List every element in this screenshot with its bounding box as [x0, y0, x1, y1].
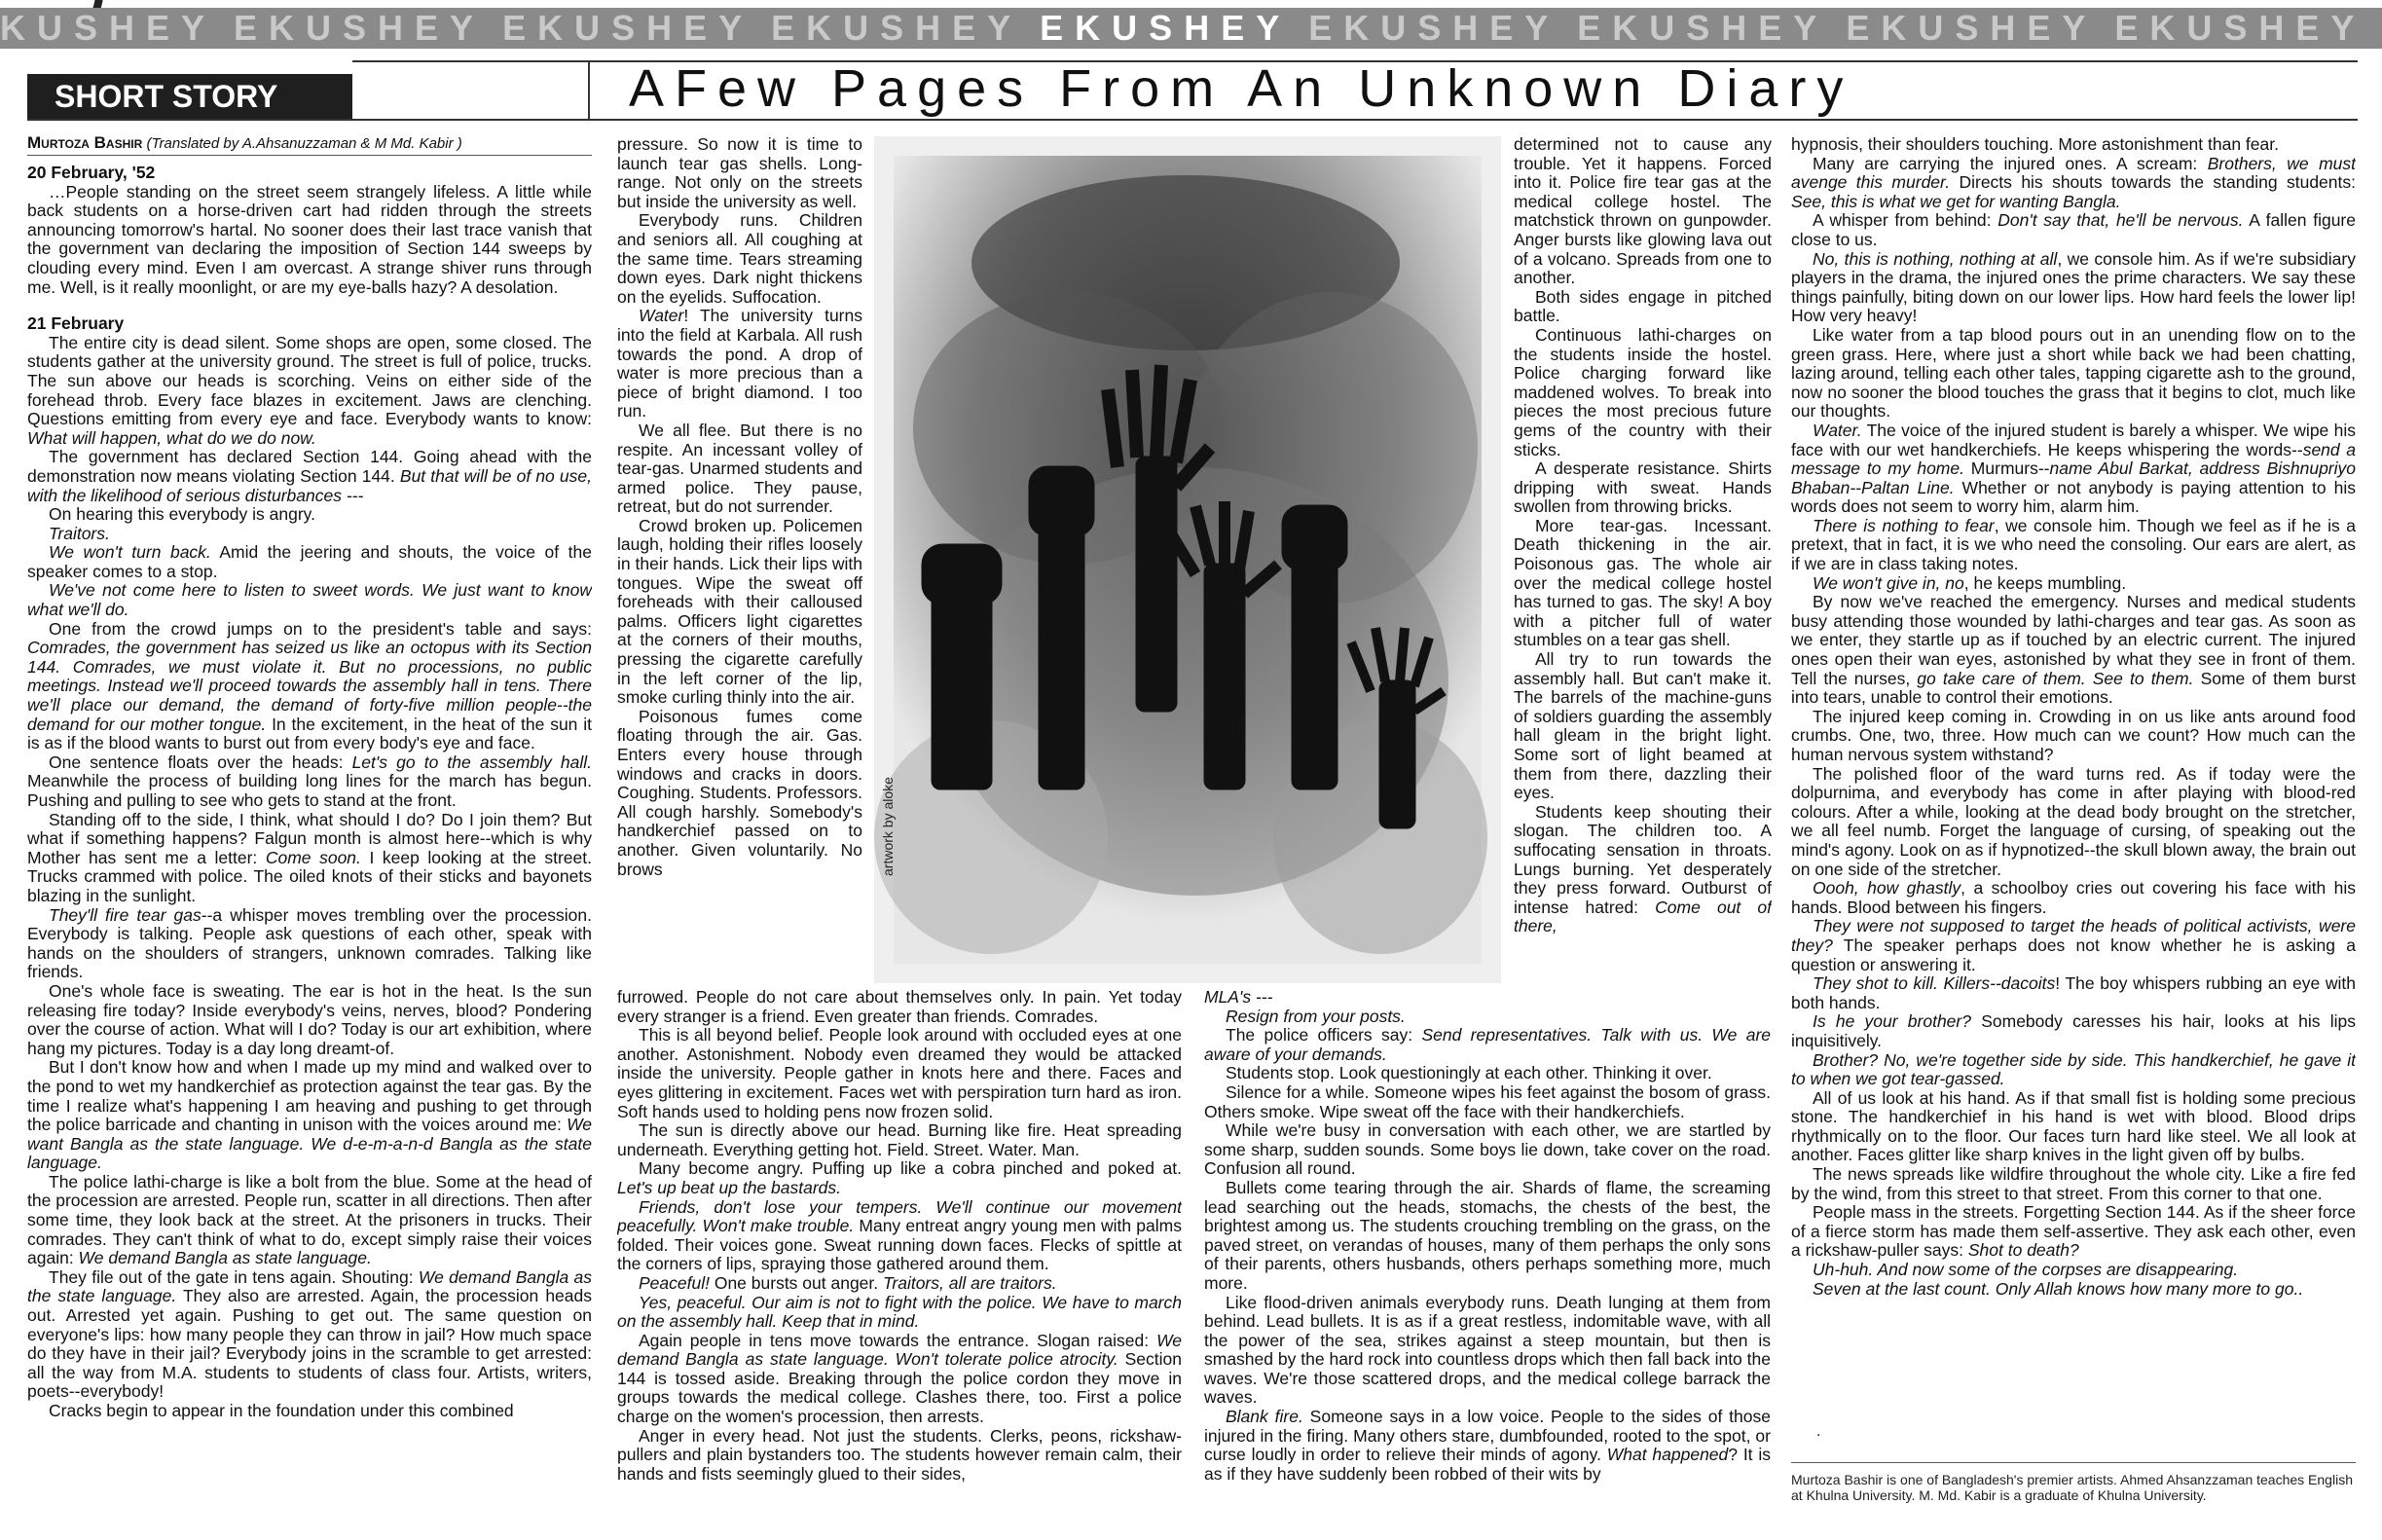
- column-3-lower: [1204, 988, 1771, 1533]
- column-2-upper: [617, 135, 862, 992]
- banner-word: EKUSHEY: [1308, 8, 1560, 48]
- paragraph: People mass in the streets. Forgetting Section 144. As if the sheer force of a fierce storm has made them self-assertive. They ask each other, even a rickshaw-puller says: Shot to death?: [1791, 1202, 2356, 1261]
- byline-author: Murtoza Bashir: [27, 133, 143, 152]
- paragraph: A desperate resistance. Shirts dripping with sweat. Hands swollen from throwing bricks.: [1514, 458, 1772, 517]
- paragraph: The news spreads like wildfire throughout the whole city. Like a fire fed by the wind, from this street to that street. From this corner to that one.: [1791, 1164, 2356, 1203]
- paragraph: 21 February: [27, 313, 125, 334]
- paragraph: The police officers say: Send representatives. Talk with us. We are aware of your demands.: [1204, 1025, 1771, 1064]
- paragraph: Oooh, how ghastly, a schoolboy cries out covering his face with his hands. Blood between his fingers.: [1791, 878, 2356, 917]
- paragraph: Blank fire. Someone says in a low voice. People to the sides of those injured in the firing. Many others stare, dumbfounded, rooted to the spot, or curse loudly in order to relieve their minds of agony. What happened? It is as if they have suddenly been robbed of their wits by: [1204, 1407, 1771, 1484]
- paragraph: On hearing this everybody is angry.: [49, 504, 315, 525]
- paragraph: They'll fire tear gas--a whisper moves trembling over the procession. Everybody is talking. People ask questions of each other, speak with hands on the shoulders of strangers, unknown comrades. Talking like friends.: [27, 904, 592, 982]
- paragraph: Like flood-driven animals everybody runs. Death lunging at them from behind. Lead bullets. It is as if a great restless, indomitable wave, with all the power of the sea, strikes against a steep mountain, but then is smashed by the hard rock into countless drops which then fall back into the waves. We're those scattered drops, and the medical college barrack the waves.: [1204, 1292, 1771, 1408]
- paragraph: We all flee. But there is no respite. An incessant volley of tear-gas. Unarmed students and armed police. They pause, retreat, but do not surrender.: [617, 420, 862, 517]
- paragraph: Resign from your posts.: [1226, 1006, 1406, 1026]
- paragraph: The entire city is dead silent. Some shops are open, some closed. The students gather at the university ground. The street is full of police, trucks. The sun above our heads is scorching. Veins on either side of the forehead throb. Every face blazes in excitement. Jaws are clenching. Questions emitting from every eye and face. Everybody wants to know: What will happen, what do we do now.: [27, 332, 592, 448]
- column-3-upper: [1514, 135, 1772, 992]
- paragraph: One's whole face is sweating. The ear is hot in the heat. Is the sun releasing fire today? Inside everybody's veins, nerves, blood? Pondering over the course of action. What will I do? Today is our art exhibition, where hang my pictures. Today is a day long dreamt-of.: [27, 980, 592, 1058]
- paragraph: MLA's ---: [1204, 988, 1273, 1007]
- paragraph: 20 February, '52: [27, 164, 156, 182]
- paragraph: While we're busy in conversation with each other, we are startled by some sharp, sudden sounds. Some boys lie down, take cover on the road. Confusion all round.: [1204, 1120, 1771, 1179]
- banner-word: KUSHEY: [0, 8, 217, 48]
- paragraph: No, this is nothing, nothing at all, we console him. As if we're subsidiary players in the drama, the injured ones the prime characters. We say these things painfully, biting down on our lower lips. How hard feels the lower lip! How very heavy!: [1791, 248, 2356, 326]
- paragraph: Like water from a tap blood pours out in an unending flow on to the green grass. Here, where just a short while back we had been chatting, lazing around, telling each other tales, tapping cigarette ash to the ground, now no sooner the blood touches the grass that it begins to clot, much like our thoughts.: [1791, 324, 2356, 422]
- paragraph: Continuous lathi-charges on the students inside the hostel. Police charging forward like maddened wolves. To break into pieces the most precious future gems of the country with their sticks.: [1514, 324, 1772, 459]
- paragraph: The polished floor of the ward turns red. As if today were the dolpurnima, and everybody has come in after playing with blood-red colours. After a while, looking at the dead body brought on the stretcher, we all feel numb. Forget the language of cursing, of speaking out the mind's agony. Look on as if hypnotized--the skull blown away, the brain out on one side of the stretcher.: [1791, 763, 2356, 879]
- banner-word: EKUSHEY: [502, 8, 754, 48]
- banner-word: EKUSHEY: [771, 8, 1023, 48]
- paragraph: Many are carrying the injured ones. A scream: Brothers, we must avenge this murder. Directs his shouts towards the standing students: See, this is what we get for wanting Bangla.: [1791, 153, 2356, 211]
- paragraph: Brother? No, we're together side by side. This handkerchief, he gave it to when we got tear-gassed.: [1791, 1049, 2356, 1089]
- paragraph: Students keep shouting their slogan. The children too. A suffocating sensation in throats. Lungs burning. Yet desperately they press forward. Outburst of intense hatred: Come out of there,: [1514, 801, 1772, 936]
- paragraph: hypnosis, their shoulders touching. More astonishment than fear.: [1791, 135, 2279, 154]
- banner-word: EKUSHEY: [234, 8, 486, 48]
- banner-word: EKUSHEY: [2114, 8, 2366, 48]
- artwork-credit: artwork by aloke: [880, 777, 896, 876]
- paragraph: Everybody runs. Children and seniors all. All coughing at the same time. Tears streaming down eyes. Dark night thickens on the eyelids. Suffocation.: [617, 210, 862, 307]
- paragraph: The government has declared Section 144. Going ahead with the demonstration now means violating Section 144. But that will be of no use, with the likelihood of serious disturbances ---: [27, 447, 592, 505]
- paragraph: …People standing on the street seem strangely lifeless. A little while back students on a horse-driven cart had ridden through the streets announcing tomorrow's hartal. No sooner does their last trace vanish that the government van declaring the imposition of Section 144 sweeps by clouding every mind. Even I am overcast. A strange shiver runs through me. Well, is it really moonlight, or are my eye-balls hazy? A desolation.: [27, 181, 592, 297]
- paragraph: Bullets come tearing through the air. Shards of flame, the screaming lead searching out the heads, stomachs, the chests of the best, the brightest among us. The students crouching trembling on the grass, on the paved street, on verandas of houses, many of them perhaps the only sons of their parents, others husbands, others perhaps something more, much more.: [1204, 1177, 1771, 1293]
- paragraph: We won't turn back. Amid the jeering and shouts, the voice of the speaker comes to a stop.: [27, 542, 592, 581]
- paragraph: The injured keep coming in. Crowding in on us like ants around food crumbs. One, two, three. How much can we count? How much can the human nervous system withstand?: [1791, 706, 2356, 764]
- paragraph: Standing off to the side, I think, what should I do? Do I join them? But what if something happens? Falgun month is almost here--which is why Mother has sent me a letter: Come soon. I keep looking at the street. Trucks crammed with police. The oiled knots of their sticks and bayonets blazing in the sunlight.: [27, 809, 592, 905]
- paragraph: Both sides engage in pitched battle.: [1514, 286, 1772, 326]
- paragraph: This is all beyond belief. People look around with occluded eyes at one another. Astonishment. Nobody even dreamed they would be attacked inside the university. People gather in knots here and there. Faces and eyes glittering in excitement. Faces wet with perspiration turn hard as iron. Soft hands used to holding pens now frozen solid.: [617, 1025, 1182, 1121]
- paragraph: Seven at the last count. Only Allah knows how many more to go..: [1813, 1278, 2304, 1299]
- paragraph: All of us look at his hand. As if that small fist is holding some precious stone. The handkerchief in his hand is wet with blood. Blood drips rhythmically on to the floor. Our faces turn hard like steel. We all look at another. Faces glitter like sharp knives in the light given off by bulbs.: [1791, 1087, 2356, 1165]
- paragraph: One from the crowd jumps on to the president's table and says: Comrades, the government has seized us like an octopus with its Section 144. Comrades, we must violate it. But no processions, no public meetings. Instead we'll proceed towards the assembly hall in tens. There we'll place our demand, the demand of forty-five million people--the demand for our mother tongue. In the excitement, in the heat of the sun it is as if the blood wants to burst out from every body's eye and face.: [27, 618, 592, 753]
- paragraph: A whisper from behind: Don't say that, he'll be nervous. A fallen figure close to us.: [1791, 210, 2356, 249]
- headline: AFew Pages From An Unknown Diary: [629, 59, 1854, 118]
- paragraph: Uh-huh. And now some of the corpses are disappearing.: [1813, 1260, 2239, 1280]
- paragraph: determined not to cause any trouble. Yet it happens. Forced into it. Police fire tear gas at the medical college hostel. The matchstick thrown on gunpowder. Anger bursts like glowing lava out of a volcano. Spreads from one to another.: [1514, 135, 1772, 288]
- paragraph: One sentence floats over the heads: Let's go to the assembly hall. Meanwhile the process of building long lines for the march has begun. Pushing and pulling to see who gets to stand at the front.: [27, 752, 592, 810]
- paragraph: They were not supposed to target the heads of political activists, were they? The speaker perhaps does not know whether he is asking a question or answering it.: [1791, 916, 2356, 974]
- author-footnote: Murtoza Bashir is one of Bangladesh's premier artists. Ahmed Ahsanzzaman teaches English at Khulna University. M. Md. Kabir is a graduate of Khulna University.: [1791, 1472, 2353, 1503]
- end-mark: .: [1816, 1423, 1821, 1440]
- paragraph: Traitors.: [49, 523, 110, 543]
- paragraph: Silence for a while. Someone wipes his feet against the bosom of grass. Others smoke. Wipe sweat off the face with their handkerchiefs.: [1204, 1082, 1771, 1121]
- paragraph: By now we've reached the emergency. Nurses and medical students busy attending those wounded by lathi-charges and tear gas. As soon as we enter, they startle up as if touched by an electric current. The injured ones open their wan eyes, astonished by what they see in front of them. Tell the nurses, go take care of them. See to them. Some of them burst into tears, unable to control their emotions.: [1791, 592, 2356, 708]
- paragraph: Friends, don't lose your tempers. We'll continue our movement peacefully. Won't make trouble. Many entreat angry young men with palms folded. Their voices gone. Sweat running down faces. Flecks of spittle at the corners of lips, spraying those gathered around them.: [617, 1196, 1182, 1274]
- paragraph: Yes, peaceful. Our aim is not to fight with the police. We have to march on the assembly hall. Keep that in mind.: [617, 1292, 1182, 1332]
- paragraph: Poisonous fumes come floating through the air. Gas. Enters every house through windows and cracks in doors. Coughing. Students. Professors. All cough harshly. Somebody's handkerchief passed on to another. Given voluntarily. No brows: [617, 706, 862, 879]
- paragraph: Peaceful! One bursts out anger. Traitors, all are traitors.: [639, 1272, 1057, 1293]
- paragraph: Crowd broken up. Policemen laugh, holding their rifles loosely in their hands. Lick their lips with tongues. Wipe the sweat off foreheads with their calloused palms. Officers light cigarettes at the corners of their mouths, pressing the cigarette carefully in the left corner of the lip, smoke curling thinly into the air.: [617, 515, 862, 708]
- paragraph: They shot to kill. Killers--dacoits! The boy whispers rubbing an eye with both hands.: [1791, 973, 2356, 1012]
- footnote-rule: [1791, 1462, 2356, 1463]
- banner-word: EKUSHEY: [1846, 8, 2098, 48]
- ekushey-banner: [0, 8, 2382, 49]
- column-1: [27, 164, 592, 1531]
- paragraph: Cracks begin to appear in the foundation under this combined: [49, 1401, 514, 1420]
- paragraph: We won't give in, no, he keeps mumbling.: [1813, 572, 2127, 593]
- paragraph: Water! The university turns into the field at Karbala. All rush towards the pond. A drop of water is more precious than a piece of bright diamond. I too run.: [617, 306, 862, 422]
- title-rule-bottom: [27, 119, 2358, 121]
- paragraph: More tear-gas. Incessant. Death thickening in the air. Poisonous gas. The whole air over the medical college hostel has turned to gas. The sky! A boy with a pitcher full of water stumbles on a tear gas shell.: [1514, 515, 1772, 650]
- paragraph: furrowed. People do not care about themselves only. In pain. Yet today every stranger is a friend. Even greater than friends. Comrades.: [617, 988, 1182, 1026]
- paragraph: But I don't know how and when I made up my mind and walked over to the pond to wet my handkerchief as protection against the tear gas. By the time I realize what's happening I am heaving and pushing to get through the police barricade and chanting in unison with the voices around me: We want Bangla as the state language. We d-e-m-a-n-d Bangla as the state language.: [27, 1057, 592, 1173]
- paragraph: Is he your brother? Somebody caresses his hair, looks at his lips inquisitively.: [1791, 1011, 2356, 1050]
- title-divider: [588, 60, 590, 119]
- banner-word: EKUSHEY: [1577, 8, 1829, 48]
- column-4: [1791, 135, 2356, 1401]
- paragraph: The police lathi-charge is like a bolt from the blue. Some at the head of the procession are arrested. People run, scatter in all directions. Then after some time, they look back at the street. At the prisoners in trucks. Their comrades. They can't think of what to do, except simply raise their voices again: We demand Bangla as state language.: [27, 1171, 592, 1268]
- banner-word: EKUSHEY: [1040, 8, 1292, 48]
- column-2-lower: [617, 988, 1182, 1533]
- paragraph: Water. The voice of the injured student is barely a whisper. We wipe his face with our wet handkerchiefs. He keeps whispering the words--send a message to my home. Murmurs--name Abul Barkat, address Bishnupriyo Bhaban--Paltan Line. Whether or not anybody is paying attention to his words does not seem to worry him, alarm him.: [1791, 420, 2356, 517]
- artwork-raised-hands: [874, 136, 1501, 983]
- byline-rule: [27, 155, 592, 156]
- paragraph: Students stop. Look questioningly at each other. Thinking it over.: [1226, 1063, 1712, 1083]
- paragraph: Again people in tens move towards the entrance. Slogan raised: We demand Bangla as state language. Won't tolerate police atrocity. Section 144 is tossed aside. Breaking through the police cordon they move in groups towards the medical college. Clashes there, too. First a police charge on the women's procession, then arrests.: [617, 1330, 1182, 1427]
- paragraph: The sun is directly above our head. Burning like fire. Heat spreading underneath. Everything getting hot. Field. Street. Water. Man.: [617, 1120, 1182, 1159]
- paragraph: All try to run towards the assembly hall. But can't make it. The barrels of the machine-guns of soldiers guarding the assembly hall gleam in the bright light. Some sort of light beamed at them from there, dazzling their eyes.: [1514, 649, 1772, 803]
- section-label: SHORT STORY: [27, 74, 352, 119]
- byline: [27, 133, 462, 153]
- paragraph: Anger in every head. Not just the students. Clerks, peons, rickshaw-pullers and plain bystanders too. The students however remain calm, their hands and fists seemingly glued to their sides,: [617, 1425, 1182, 1484]
- paragraph: There is nothing to fear, we console him. Though we feel as if he is a pretext, that in fact, it is we who need the consoling. Our ears are alert, as if we are in class taking notes.: [1791, 515, 2356, 574]
- paragraph: pressure. So now it is time to launch tear gas shells. Long-range. Not only on the streets but inside the university as well.: [617, 135, 862, 211]
- paragraph: We've not come here to listen to sweet words. We just want to know what we'll do.: [27, 580, 592, 620]
- byline-translators: (Translated by A.Ahsanuzzaman & M Md. Kabir ): [146, 135, 462, 152]
- paragraph: Many become angry. Puffing up like a cobra pinched and poked at. Let's up beat up the bastards.: [617, 1158, 1182, 1197]
- paragraph: They file out of the gate in tens again. Shouting: We demand Bangla as the state language. They also are arrested. Again, the procession heads out. Arrested yet again. Pushing to get out. The same question on everyone's lips: how many people they can throw in jail? How much space do they have in their jail? Everybody joins in the scramble to get arrested: all the way from M.A. students to students of class four. Artists, writers, poets--everybody!: [27, 1266, 592, 1402]
